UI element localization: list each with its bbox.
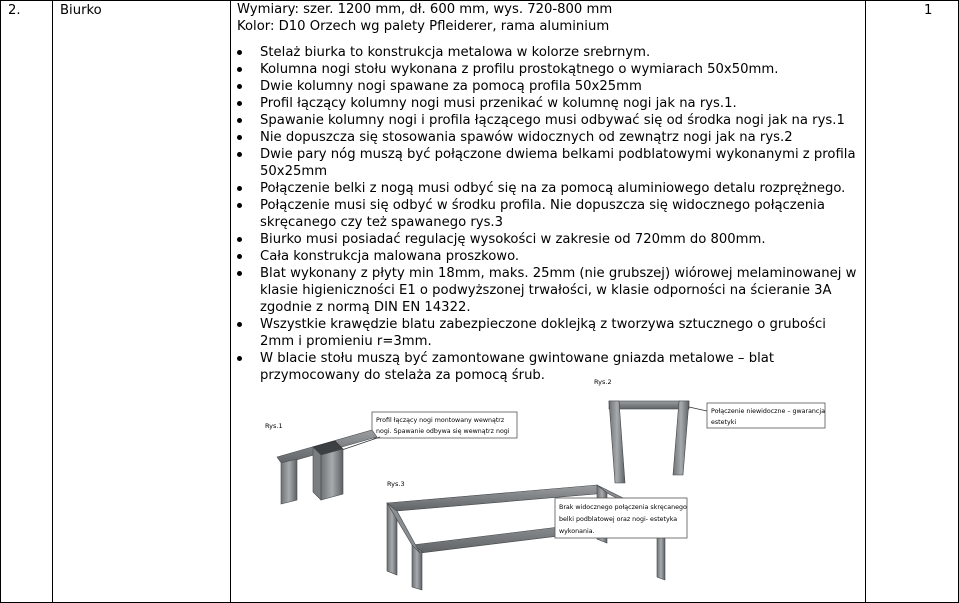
figure-2-note-line: Połączenie niewidoczne – gwarancja	[711, 408, 825, 415]
figure-3-label: Rys.3	[387, 480, 405, 488]
figure-1	[265, 412, 517, 504]
frame-left-leg	[609, 401, 625, 483]
figure-3-note-line: Brak widocznego połączenia skręcanego	[559, 504, 687, 511]
list-item: Kolumna nogi stołu wykonana z profilu prostokątnego o wymiarach 50x50mm.	[237, 61, 863, 78]
figure-1-label: Rys.1	[265, 422, 283, 430]
column-divider	[865, 0, 866, 602]
figure-1-note-line: nogi. Spawanie odbywa się wewnątrz nogi	[376, 428, 510, 435]
list-item: Blat wykonany z płyty min 18mm, maks. 25mm (nie grubszej) wiórowej melaminowanej w klasie higieniczności E1 o podwyższonej trwałości, w klasie odporności na ścieranie 3A zgodnie z normą DIN EN 14322.	[237, 265, 863, 316]
column-divider	[230, 0, 231, 602]
list-item: W blacie stołu muszą być zamontowane gwintowane gniazda metalowe – blat przymocowany do stelaża za pomocą śrub.	[237, 350, 863, 384]
list-item: Połączenie belki z nogą musi odbyć się na za pomocą aluminiowego detalu rozprężnego.	[237, 180, 863, 197]
list-item: Dwie pary nóg muszą być połączone dwiema belkami podblatowymi wykonanymi z profila 50x25mm	[237, 146, 863, 180]
row-number: 2.	[8, 3, 21, 18]
figure-3-note-line: belki podblatowej oraz nogi- estetyka	[559, 516, 678, 523]
list-item: Połączenie musi się odbyć w środku profila. Nie dopuszcza się widocznego połączenia skręcanego czy też spawanego rys.3	[237, 197, 863, 231]
list-item: Biurko musi posiadać regulację wysokości w zakresie od 720mm do 800mm.	[237, 231, 863, 248]
table-border-left	[0, 0, 1, 602]
leg-front-left	[412, 545, 422, 590]
list-item: Spawanie kolumny nogi i profila łączącego musi odbywać się od środka nogi jak na rys.1	[237, 112, 863, 129]
figure-3-note-line: wykonania.	[559, 528, 595, 535]
list-item: Cała konstrukcja malowana proszkowo.	[237, 248, 863, 265]
leg-column-side	[313, 447, 321, 500]
column-divider	[52, 0, 53, 602]
leg-column-front	[321, 449, 343, 500]
list-item: Stelaż biurka to konstrukcja metalowa w kolorze srebrnym.	[237, 44, 863, 61]
frame-top-bar	[609, 401, 689, 409]
figure-1-note-line: Profil łączący nogi montowany wewnątrz	[376, 417, 505, 424]
figures	[237, 375, 863, 595]
color-line: Kolor: D10 Orzech wg palety Pfleiderer, rama aluminium	[237, 19, 610, 34]
figure-2-pointer	[689, 407, 707, 411]
page-reference: 1	[924, 3, 933, 18]
frame-right-leg	[673, 401, 689, 475]
list-item: Nie dopuszcza się stosowania spawów widocznych od zewnątrz nogi jak na rys.2	[237, 129, 863, 146]
leg-column-rear	[281, 459, 297, 504]
dimensions-line: Wymiary: szer. 1200 mm, dł. 600 mm, wys. 720-800 mm	[237, 2, 613, 17]
figure-3	[387, 480, 687, 590]
figure-2-label: Rys.2	[594, 378, 612, 386]
figure-2-note-line: estetyki	[711, 419, 737, 426]
specification	[237, 1, 863, 384]
figure-2	[594, 378, 825, 483]
item-name: Biurko	[60, 3, 102, 18]
requirements-list	[237, 44, 863, 384]
list-item: Dwie kolumny nogi spawane za pomocą profila 50x25mm	[237, 78, 863, 95]
list-item: Profil łączący kolumny nogi musi przenikać w kolumnę nogi jak na rys.1.	[237, 95, 863, 112]
list-item: Wszystkie krawędzie blatu zabezpieczone doklejką z tworzywa sztucznego o grubości 2mm i promieniu r=3mm.	[237, 316, 863, 350]
